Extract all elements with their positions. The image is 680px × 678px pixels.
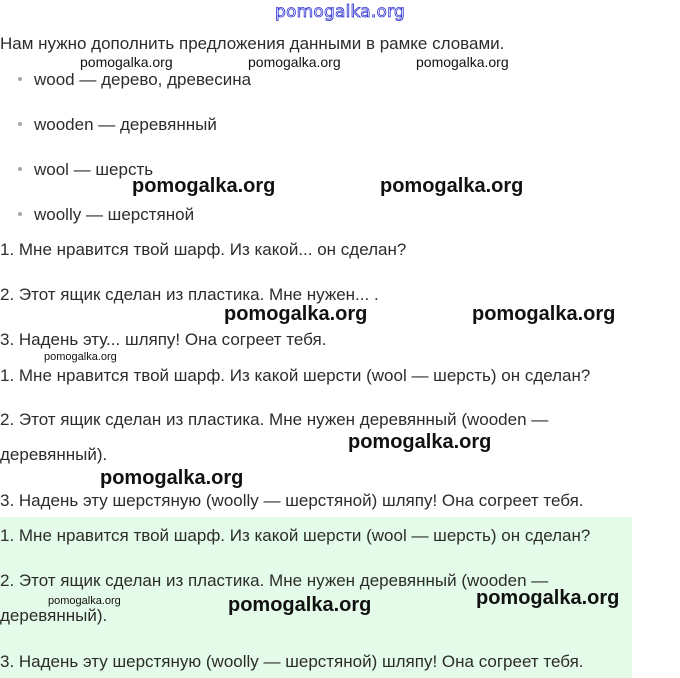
vocab-item <box>18 115 217 135</box>
vocab-item <box>18 70 251 90</box>
answer-sentence-continued: деревянный). <box>0 445 108 464</box>
answer-sentence: 2. Этот ящик сделан из пластика. Мне нужен деревянный (wooden — <box>0 410 549 429</box>
watermark: pomogalka.org <box>248 54 341 70</box>
watermark: pomogalka.org <box>100 467 244 489</box>
site-title: pomogalka.org <box>275 2 405 22</box>
watermark: pomogalka.org <box>132 175 276 197</box>
vocab-text: wood — дерево, древесина <box>34 70 252 89</box>
highlighted-answer-line: 1. Мне нравится твой шарф. Из какой шерсти (wool — шерсть) он сделан? <box>0 526 591 545</box>
task-intro: Нам нужно дополнить предложения данными в рамке словами. <box>0 34 505 53</box>
watermark: pomogalka.org <box>476 587 620 609</box>
highlighted-answer-line: 2. Этот ящик сделан из пластика. Мне нужен деревянный (wooden — <box>0 571 549 590</box>
vocab-item <box>18 205 194 225</box>
task-sentence: 2. Этот ящик сделан из пластика. Мне нужен... . <box>0 285 379 304</box>
watermark: pomogalka.org <box>48 595 121 607</box>
watermark: pomogalka.org <box>380 175 524 197</box>
watermark: pomogalka.org <box>44 351 117 363</box>
vocab-text: wool — шерсть <box>34 160 154 179</box>
bullet-icon <box>18 212 22 216</box>
answer-sentence: 1. Мне нравится твой шарф. Из какой шерсти (wool — шерсть) он сделан? <box>0 366 591 385</box>
bullet-icon <box>18 122 22 126</box>
watermark: pomogalka.org <box>416 54 509 70</box>
vocab-text: woolly — шерстяной <box>34 205 195 224</box>
highlighted-answer-line: деревянный). <box>0 606 108 625</box>
task-sentence: 3. Надень эту... шляпу! Она согреет тебя. <box>0 330 327 349</box>
watermark: pomogalka.org <box>348 431 492 453</box>
answer-sentence: 3. Надень эту шерстяную (woolly — шерстяной) шляпу! Она согреет тебя. <box>0 491 584 510</box>
vocab-text: wooden — деревянный <box>34 115 217 134</box>
bullet-icon <box>18 77 22 81</box>
task-sentence: 1. Мне нравится твой шарф. Из какой... он сделан? <box>0 240 407 259</box>
watermark: pomogalka.org <box>472 303 616 325</box>
highlighted-answer-line: 3. Надень эту шерстяную (woolly — шерстяной) шляпу! Она согреет тебя. <box>0 652 584 671</box>
watermark: pomogalka.org <box>228 594 372 616</box>
watermark: pomogalka.org <box>224 303 368 325</box>
watermark: pomogalka.org <box>80 54 173 70</box>
bullet-icon <box>18 167 22 171</box>
